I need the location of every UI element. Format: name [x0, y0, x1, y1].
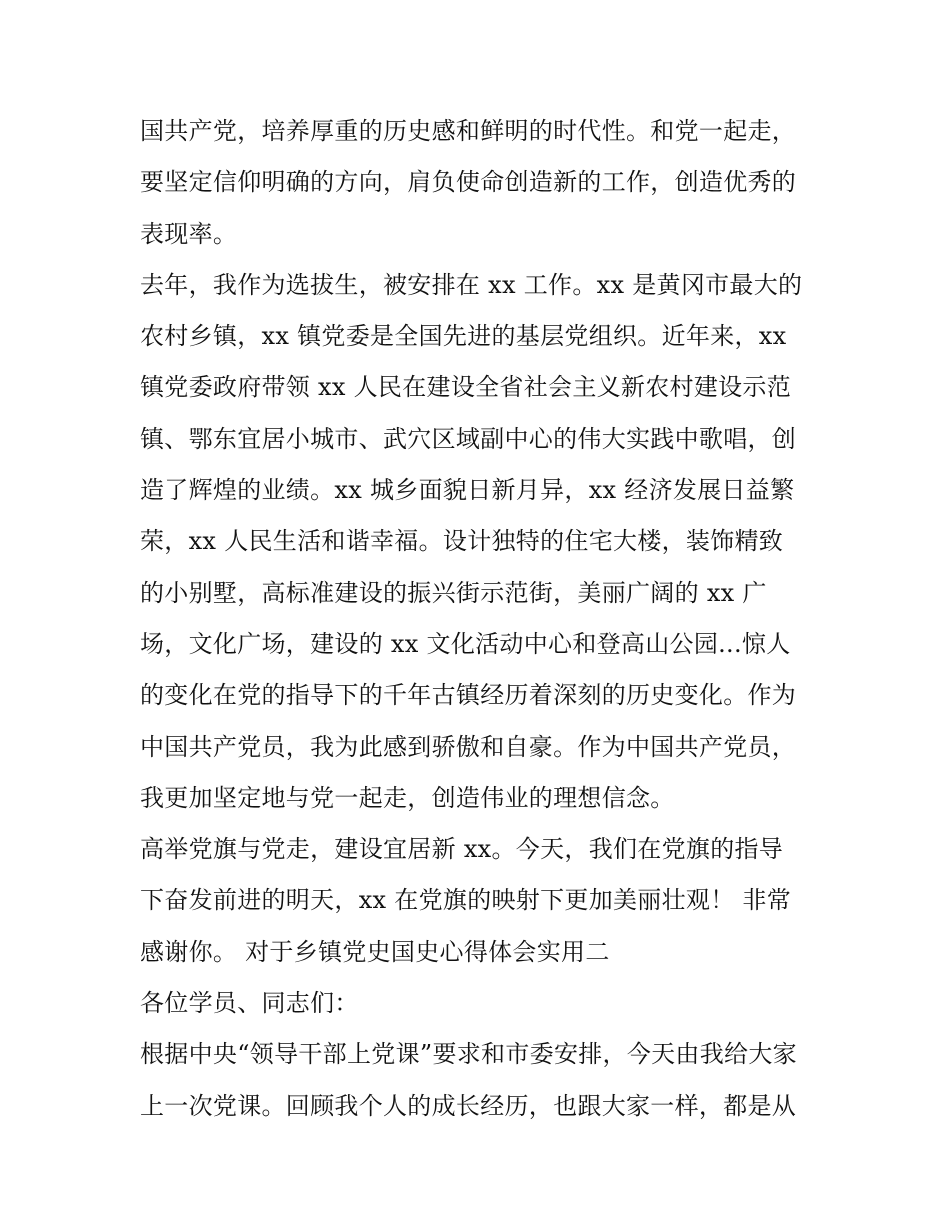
text-line: 下奋发前进的明天，xx 在党旗的映射下更加美丽壮观！ 非常	[140, 886, 792, 915]
text-line: 上一次党课。回顾我个人的成长经历，也跟大家一样，都是从	[140, 1091, 797, 1120]
body-text	[140, 106, 830, 1132]
text-line: 的变化在党的指导下的千年古镇经历着深刻的历史变化。作为	[140, 681, 797, 710]
text-line: 表现率。	[140, 219, 238, 248]
text-line: 镇、鄂东宜居小城市、武穴区域副中心的伟大实践中歌唱，创	[140, 424, 797, 453]
text-line: 造了辉煌的业绩。xx 城乡面貌日新月异，xx 经济发展日益繁	[140, 476, 795, 505]
text-line: 去年，我作为选拔生，被安排在 xx 工作。xx 是黄冈市最大的	[140, 270, 803, 299]
text-line: 国共产党，培养厚重的历史感和鲜明的时代性。和党一起走，	[140, 117, 797, 145]
text-line: 中国共产党员，我为此感到骄傲和自豪。作为中国共产党员，	[140, 732, 797, 761]
text-line: 荣，xx 人民生活和谐幸福。设计独特的住宅大楼，装饰精致	[140, 527, 784, 556]
text-line: 农村乡镇，xx 镇党委是全国先进的基层党组织。近年来，xx	[140, 322, 787, 351]
text-line: 场，文化广场，建设的 xx 文化活动中心和登高山公园...惊人	[140, 629, 791, 658]
text-line: 高举党旗与党走，建设宜居新 xx。今天，我们在党旗的指导	[140, 835, 784, 864]
text-line: 我更加坚定地与党一起走，创造伟业的理想信念。	[140, 783, 675, 812]
text-line: 感谢你。 对于乡镇党史国史心得体会实用二	[140, 937, 610, 966]
text-line: 各位学员、同志们：	[140, 989, 359, 1018]
text-line: 根据中央“领导干部上党课”要求和市委安排，今天由我给大家	[140, 1040, 797, 1069]
text-line: 镇党委政府带领 xx 人民在建设全省社会主义新农村建设示范	[140, 373, 792, 402]
text-line: 要坚定信仰明确的方向，肩负使命创造新的工作，创造优秀的	[140, 168, 797, 197]
text-line: 的小别墅，高标准建设的振兴街示范街，美丽广阔的 xx 广	[140, 578, 767, 607]
